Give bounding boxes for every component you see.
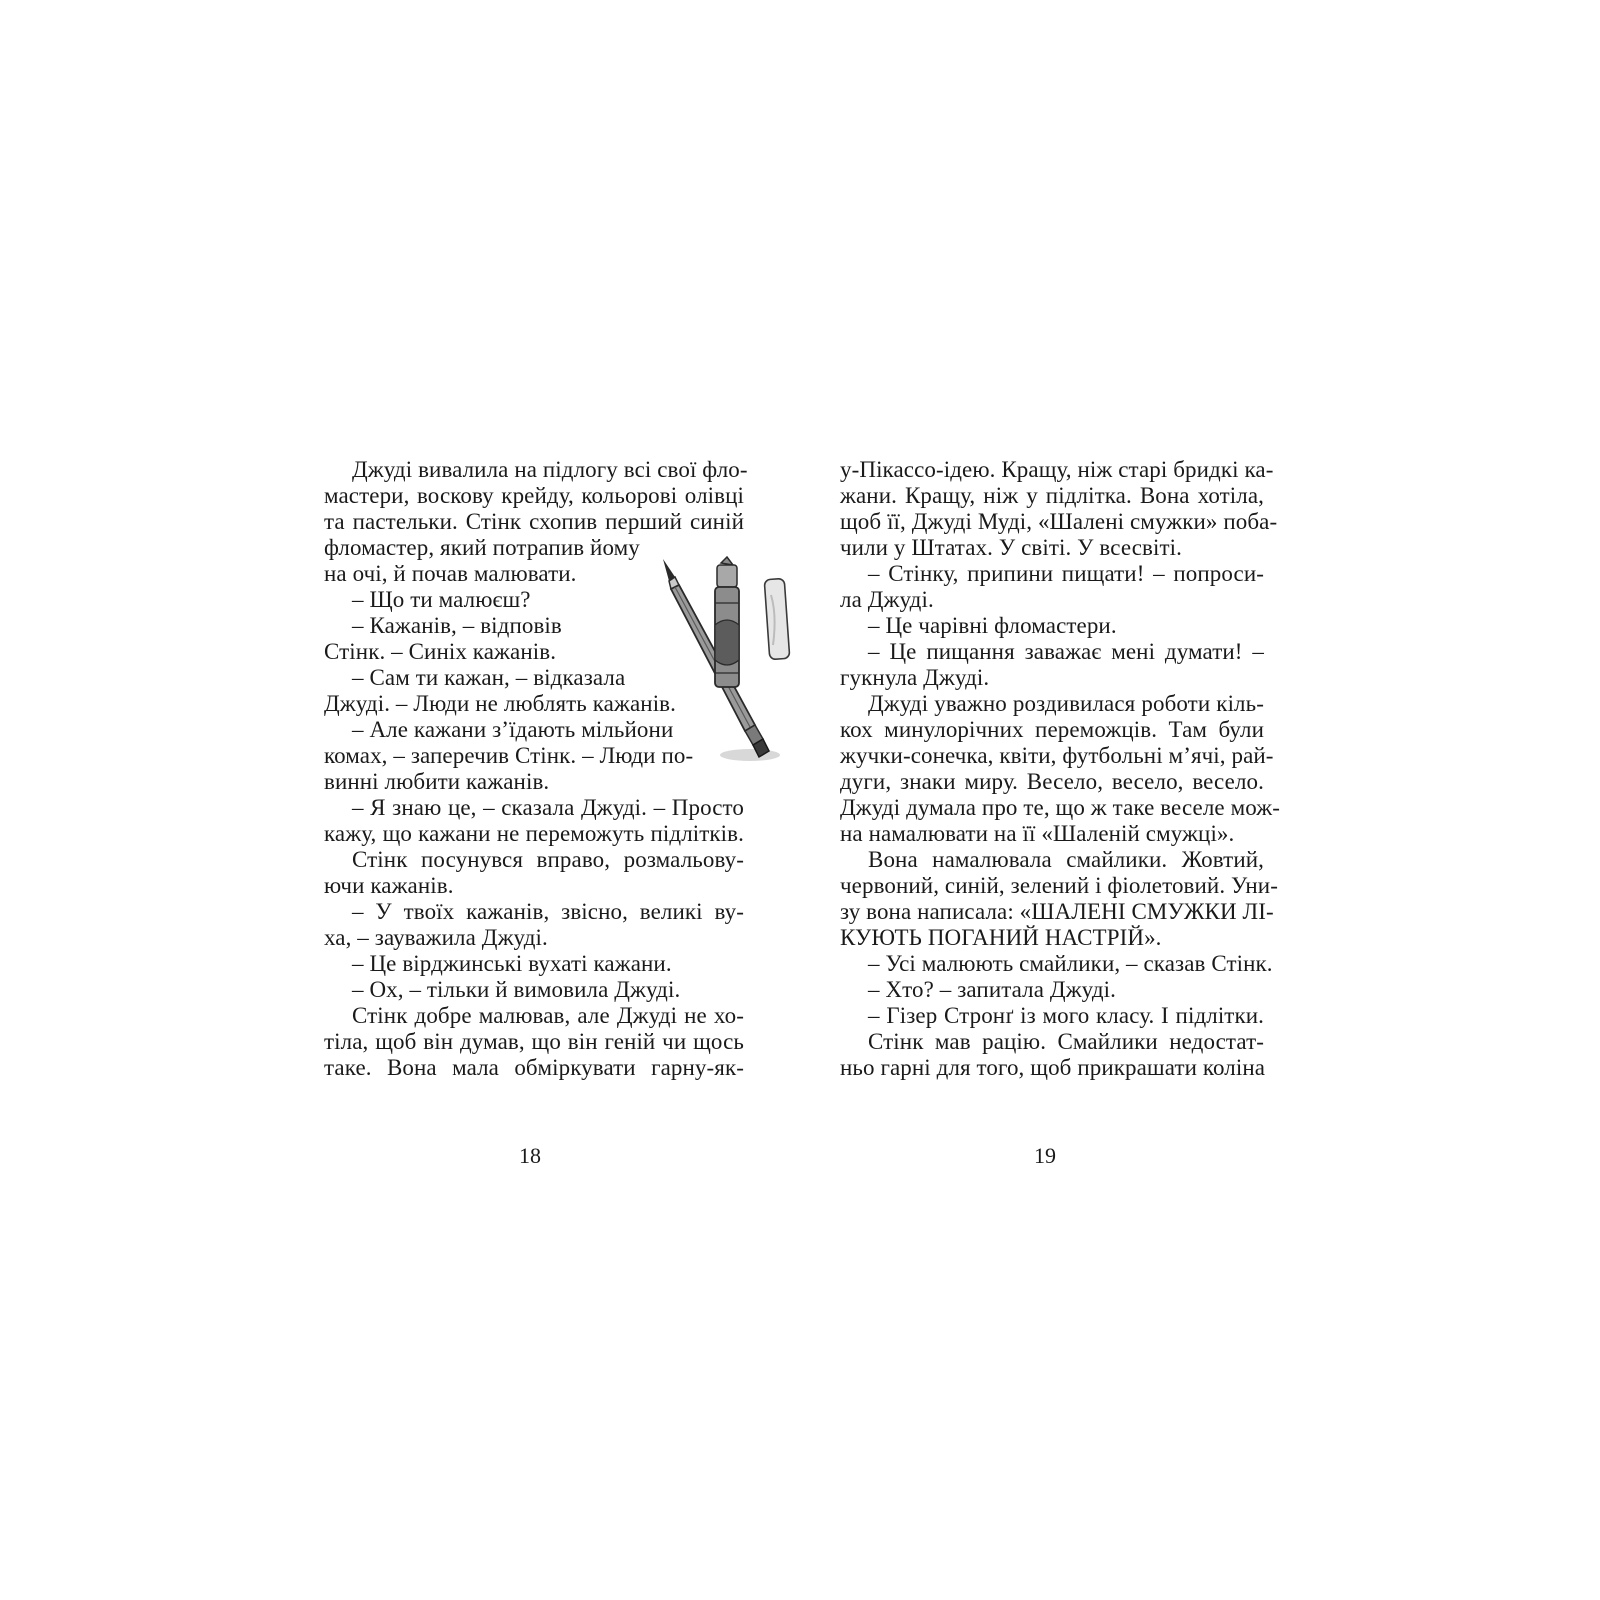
left-line-19: ха, – зауважила Джуді. — [324, 925, 548, 950]
pencil-crayon-chalk-illustration — [655, 555, 825, 770]
right-line-18: зу вона написала: «ШАЛЕНІ СМУЖКИ ЛІ- — [840, 899, 1274, 924]
right-line-19: КУЮТЬ ПОГАНИЙ НАСТРІЙ». — [840, 925, 1162, 950]
right-line-4: чили у Штатах. У світі. У всесвіті. — [840, 535, 1182, 560]
left-line-10: Джуді. – Люди не люблять кажанів. — [324, 691, 676, 716]
left-line-8: Стінк. – Синіх кажанів. — [324, 639, 557, 664]
left-line-17: ючи кажанів. — [324, 873, 454, 898]
left-line-5: на очі, й почав малювати. — [324, 561, 577, 586]
left-line-11: – Але кажани з’їдають мільйони — [352, 717, 674, 742]
left-line-4: фломастер, який потрапив йому — [324, 535, 640, 560]
right-line-2: жани. Кращу, ніж у підлітка. Вона хотіла, — [840, 483, 1264, 508]
right-line-15: на намалювати на її «Шаленій смужці». — [840, 821, 1235, 846]
left-line-21: – Ох, – тільки й вимовила Джуді. — [352, 977, 681, 1002]
left-line-18: – У твоїх кажанів, звісно, великі ву- — [352, 899, 744, 924]
right-line-12: жучки-сонечка, квіти, футбольні м’ячі, рай- — [840, 743, 1274, 768]
right-line-17: червоний, синій, зелений і фіолетовий. Уни- — [840, 873, 1278, 898]
left-line-20: – Це вірджинські вухаті кажани. — [352, 951, 672, 976]
right-line-23: Стінк мав рацію. Смайлики недостат- — [868, 1029, 1264, 1054]
right-line-7: – Це чарівні фломастери. — [868, 613, 1117, 638]
left-line-16: Стінк посунувся вправо, розмальову- — [352, 847, 744, 872]
right-line-5: – Стінку, припини пищати! – попроси- — [868, 561, 1264, 586]
left-line-15: кажу, що кажани не переможуть підлітків. — [324, 821, 744, 846]
right-line-3: щоб її, Джуді Муді, «Шалені смужки» поба- — [840, 509, 1278, 534]
right-line-13: дуги, знаки миру. Весело, весело, весело. — [840, 769, 1264, 794]
left-line-6: – Що ти малюєш? — [352, 587, 531, 612]
shadow-shape — [720, 749, 780, 761]
left-line-3: та пастельки. Стінк схопив перший синій — [324, 509, 744, 534]
left-line-24: таке. Вона мала обміркувати гарну-як- — [324, 1055, 744, 1080]
left-line-9: – Сам ти кажан, – відказала — [352, 665, 626, 690]
right-line-22: – Гізер Стронґ із мого класу. І підлітки. — [868, 1003, 1264, 1028]
right-line-24: ньо гарні для того, щоб прикрашати коліна — [840, 1055, 1266, 1080]
right-line-20: – Усі малюють смайлики, – сказав Стінк. — [868, 951, 1273, 976]
right-line-16: Вона намалювала смайлики. Жовтий, — [868, 847, 1264, 872]
right-line-6: ла Джуді. — [840, 587, 934, 612]
right-line-14: Джуді думала про те, що ж таке веселе мож- — [840, 795, 1281, 820]
right-line-10: Джуді уважно роздивилася роботи кіль- — [868, 691, 1264, 716]
right-line-1: у-Пікассо-ідею. Кращу, ніж старі бридкі ка- — [840, 457, 1274, 482]
left-line-13: винні любити кажанів. — [324, 769, 550, 794]
left-line-12: комах, – заперечив Стінк. – Люди по- — [324, 743, 694, 768]
left-line-2: мастери, воскову крейду, кольорові олівці — [324, 483, 744, 508]
left-line-23: тіла, щоб він думав, що він геній чи щось — [324, 1029, 744, 1054]
right-line-21: – Хто? – запитала Джуді. — [868, 977, 1116, 1002]
left-line-1: Джуді вивалила на підлогу всі свої фло- — [352, 457, 748, 482]
right-line-8: – Це пищання заважає мені думати! – — [868, 639, 1264, 664]
right-page-number: 19 — [1034, 1143, 1056, 1168]
chalk-icon — [764, 578, 790, 659]
right-line-11: кох минулорічних переможців. Там були — [840, 717, 1264, 742]
right-line-9: гукнула Джуді. — [840, 665, 990, 690]
crayon-icon — [715, 557, 739, 687]
left-line-14: – Я знаю це, – сказала Джуді. – Просто — [352, 795, 744, 820]
left-line-7: – Кажанів, – відповів — [352, 613, 562, 638]
left-line-22: Стінк добре малював, але Джуді не хо- — [352, 1003, 744, 1028]
left-page-number: 18 — [519, 1143, 541, 1168]
